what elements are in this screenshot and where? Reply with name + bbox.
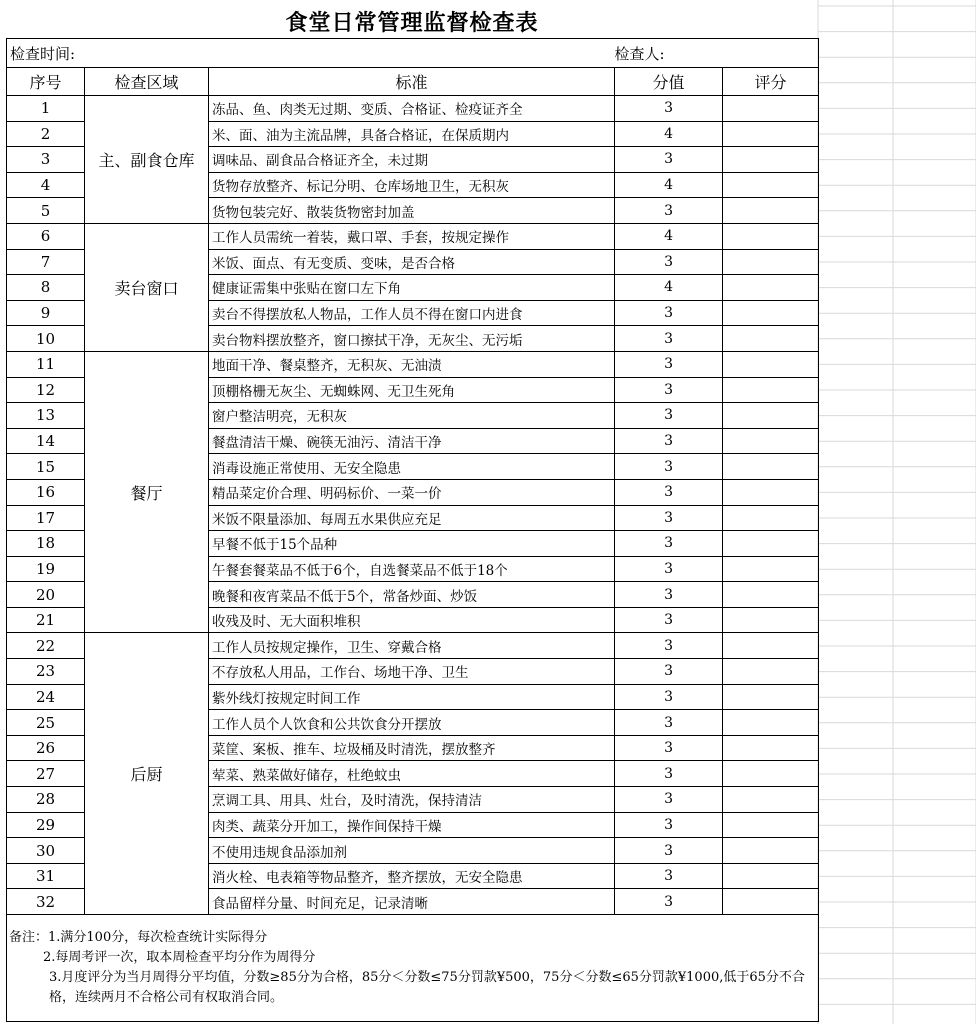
item-score: 3	[615, 582, 723, 608]
item-number: 29	[7, 812, 85, 838]
item-number: 5	[7, 198, 85, 224]
item-score: 3	[615, 351, 723, 377]
item-score: 4	[615, 275, 723, 301]
item-standard: 消毒设施正常使用、无安全隐患	[209, 454, 615, 480]
item-score: 3	[615, 633, 723, 659]
rating-input-cell[interactable]	[723, 275, 819, 301]
rating-input-cell[interactable]	[723, 684, 819, 710]
item-number: 27	[7, 761, 85, 787]
rating-input-cell[interactable]	[723, 351, 819, 377]
rating-input-cell[interactable]	[723, 889, 819, 915]
item-score: 3	[615, 838, 723, 864]
header-score: 分值	[615, 68, 723, 96]
header-area: 检查区域	[85, 68, 209, 96]
rating-input-cell[interactable]	[723, 787, 819, 813]
item-number: 9	[7, 300, 85, 326]
rating-input-cell[interactable]	[723, 223, 819, 249]
rating-input-cell[interactable]	[723, 531, 819, 557]
note-line-1: 备注：1.满分100分，每次检查统计实际得分	[9, 930, 268, 945]
rating-input-cell[interactable]	[723, 607, 819, 633]
area-name: 后厨	[85, 633, 209, 915]
inspector-label: 检查人:	[615, 39, 819, 68]
item-number: 32	[7, 889, 85, 915]
rating-input-cell[interactable]	[723, 377, 819, 403]
item-standard: 地面干净、餐桌整齐，无积灰、无油渍	[209, 351, 615, 377]
item-number: 7	[7, 249, 85, 275]
rating-input-cell[interactable]	[723, 300, 819, 326]
item-score: 3	[615, 147, 723, 173]
item-number: 25	[7, 710, 85, 736]
rating-input-cell[interactable]	[723, 249, 819, 275]
item-score: 3	[615, 198, 723, 224]
header-row	[7, 68, 819, 96]
rating-input-cell[interactable]	[723, 505, 819, 531]
item-number: 16	[7, 479, 85, 505]
item-standard: 午餐套餐菜品不低于6个，自选餐菜品不低于18个	[209, 556, 615, 582]
rating-input-cell[interactable]	[723, 735, 819, 761]
item-score: 3	[615, 96, 723, 122]
item-number: 31	[7, 863, 85, 889]
item-score: 3	[615, 812, 723, 838]
item-score: 3	[615, 556, 723, 582]
item-number: 2	[7, 121, 85, 147]
item-score: 3	[615, 787, 723, 813]
rating-input-cell[interactable]	[723, 582, 819, 608]
item-standard: 健康证需集中张贴在窗口左下角	[209, 275, 615, 301]
rating-input-cell[interactable]	[723, 403, 819, 429]
item-number: 13	[7, 403, 85, 429]
item-score: 3	[615, 326, 723, 352]
item-number: 21	[7, 607, 85, 633]
item-number: 6	[7, 223, 85, 249]
item-standard: 工作人员按规定操作，卫生、穿戴合格	[209, 633, 615, 659]
item-standard: 不存放私人用品，工作台、场地干净、卫生	[209, 659, 615, 685]
table-row	[7, 351, 819, 377]
item-number: 12	[7, 377, 85, 403]
header-rating: 评分	[723, 68, 819, 96]
rating-input-cell[interactable]	[723, 121, 819, 147]
inspection-table	[6, 38, 819, 1022]
table-row	[7, 223, 819, 249]
item-standard: 菜筐、案板、推车、垃圾桶及时清洗，摆放整齐	[209, 735, 615, 761]
item-standard: 收残及时、无大面积堆积	[209, 607, 615, 633]
item-standard: 卖台物料摆放整齐，窗口擦拭干净，无灰尘、无污垢	[209, 326, 615, 352]
item-number: 10	[7, 326, 85, 352]
item-standard: 肉类、蔬菜分开加工，操作间保持干燥	[209, 812, 615, 838]
header-standard: 标准	[209, 68, 615, 96]
rating-input-cell[interactable]	[723, 710, 819, 736]
item-standard: 烹调工具、用具、灶台，及时清洗，保持清洁	[209, 787, 615, 813]
rating-input-cell[interactable]	[723, 96, 819, 122]
item-standard: 货物包装完好、散装货物密封加盖	[209, 198, 615, 224]
item-score: 3	[615, 377, 723, 403]
item-score: 3	[615, 300, 723, 326]
item-standard: 工作人员需统一着装，戴口罩、手套，按规定操作	[209, 223, 615, 249]
item-number: 17	[7, 505, 85, 531]
area-name: 主、副食仓库	[85, 96, 209, 224]
item-number: 19	[7, 556, 85, 582]
item-number: 22	[7, 633, 85, 659]
area-name: 卖台窗口	[85, 223, 209, 351]
item-score: 3	[615, 684, 723, 710]
rating-input-cell[interactable]	[723, 761, 819, 787]
rating-input-cell[interactable]	[723, 659, 819, 685]
item-standard: 荤菜、熟菜做好储存，杜绝蚊虫	[209, 761, 615, 787]
item-score: 3	[615, 607, 723, 633]
item-standard: 食品留样分量、时间充足，记录清晰	[209, 889, 615, 915]
item-standard: 调味品、副食品合格证齐全，未过期	[209, 147, 615, 173]
item-score: 4	[615, 172, 723, 198]
item-number: 4	[7, 172, 85, 198]
rating-input-cell[interactable]	[723, 479, 819, 505]
header-no: 序号	[7, 68, 85, 96]
item-score: 3	[615, 659, 723, 685]
note-line-3: 3.月度评分为当月周得分平均值，分数≥85分为合格，85分＜分数≤75分罚款¥500，75分＜分数≤65分罚款¥1000,低于65分不合格，连续两月不合格公司有权取消合同。	[49, 970, 805, 1005]
table-row	[7, 633, 819, 659]
item-number: 11	[7, 351, 85, 377]
item-score: 3	[615, 735, 723, 761]
item-standard: 精品菜定价合理、明码标价、一菜一价	[209, 479, 615, 505]
item-score: 3	[615, 403, 723, 429]
rating-input-cell[interactable]	[723, 812, 819, 838]
area-name: 餐厅	[85, 351, 209, 633]
item-score: 3	[615, 710, 723, 736]
item-number: 24	[7, 684, 85, 710]
rating-input-cell[interactable]	[723, 556, 819, 582]
item-number: 15	[7, 454, 85, 480]
item-score: 3	[615, 428, 723, 454]
item-score: 3	[615, 531, 723, 557]
rating-input-cell[interactable]	[723, 326, 819, 352]
inspection-form	[6, 0, 818, 1022]
meta-row	[7, 39, 819, 68]
form-title: 食堂日常管理监督检查表	[285, 11, 539, 36]
item-score: 3	[615, 505, 723, 531]
rating-input-cell[interactable]	[723, 838, 819, 864]
item-standard: 冻品、鱼、肉类无过期、变质、合格证、检疫证齐全	[209, 96, 615, 122]
rating-input-cell[interactable]	[723, 633, 819, 659]
item-standard: 餐盘清洁干燥、碗筷无油污、清洁干净	[209, 428, 615, 454]
item-standard: 消火栓、电表箱等物品整齐，整齐摆放，无安全隐患	[209, 863, 615, 889]
item-standard: 米饭、面点、有无变质、变味，是否合格	[209, 249, 615, 275]
rating-input-cell[interactable]	[723, 863, 819, 889]
item-number: 28	[7, 787, 85, 813]
item-standard: 紫外线灯按规定时间工作	[209, 684, 615, 710]
item-number: 3	[7, 147, 85, 173]
item-score: 3	[615, 863, 723, 889]
item-number: 18	[7, 531, 85, 557]
item-number: 30	[7, 838, 85, 864]
item-score: 4	[615, 121, 723, 147]
item-number: 1	[7, 96, 85, 122]
item-standard: 窗户整洁明亮，无积灰	[209, 403, 615, 429]
rating-input-cell[interactable]	[723, 454, 819, 480]
item-standard: 工作人员个人饮食和公共饮食分开摆放	[209, 710, 615, 736]
rating-input-cell[interactable]	[723, 428, 819, 454]
note-line-2: 2.每周考评一次，取本周检查平均分作为周得分	[43, 950, 316, 965]
rating-input-cell[interactable]	[723, 198, 819, 224]
item-standard: 米、面、油为主流品牌，具备合格证，在保质期内	[209, 121, 615, 147]
item-number: 14	[7, 428, 85, 454]
item-standard: 不使用违规食品添加剂	[209, 838, 615, 864]
item-score: 3	[615, 761, 723, 787]
item-number: 26	[7, 735, 85, 761]
item-standard: 晚餐和夜宵菜品不低于5个，常备炒面、炒饭	[209, 582, 615, 608]
inspection-time-label: 检查时间:	[7, 39, 615, 68]
item-score: 3	[615, 454, 723, 480]
item-number: 20	[7, 582, 85, 608]
item-score: 3	[615, 889, 723, 915]
rating-input-cell[interactable]	[723, 147, 819, 173]
item-standard: 货物存放整齐、标记分明、仓库场地卫生，无积灰	[209, 172, 615, 198]
table-row	[7, 96, 819, 122]
notes-cell	[7, 915, 819, 1022]
item-score: 4	[615, 223, 723, 249]
item-standard: 卖台不得摆放私人物品，工作人员不得在窗口内进食	[209, 300, 615, 326]
item-score: 3	[615, 249, 723, 275]
item-standard: 顶棚格栅无灰尘、无蜘蛛网、无卫生死角	[209, 377, 615, 403]
item-number: 8	[7, 275, 85, 301]
item-score: 3	[615, 479, 723, 505]
item-standard: 早餐不低于15个品种	[209, 531, 615, 557]
rating-input-cell[interactable]	[723, 172, 819, 198]
item-standard: 米饭不限量添加、每周五水果供应充足	[209, 505, 615, 531]
item-number: 23	[7, 659, 85, 685]
